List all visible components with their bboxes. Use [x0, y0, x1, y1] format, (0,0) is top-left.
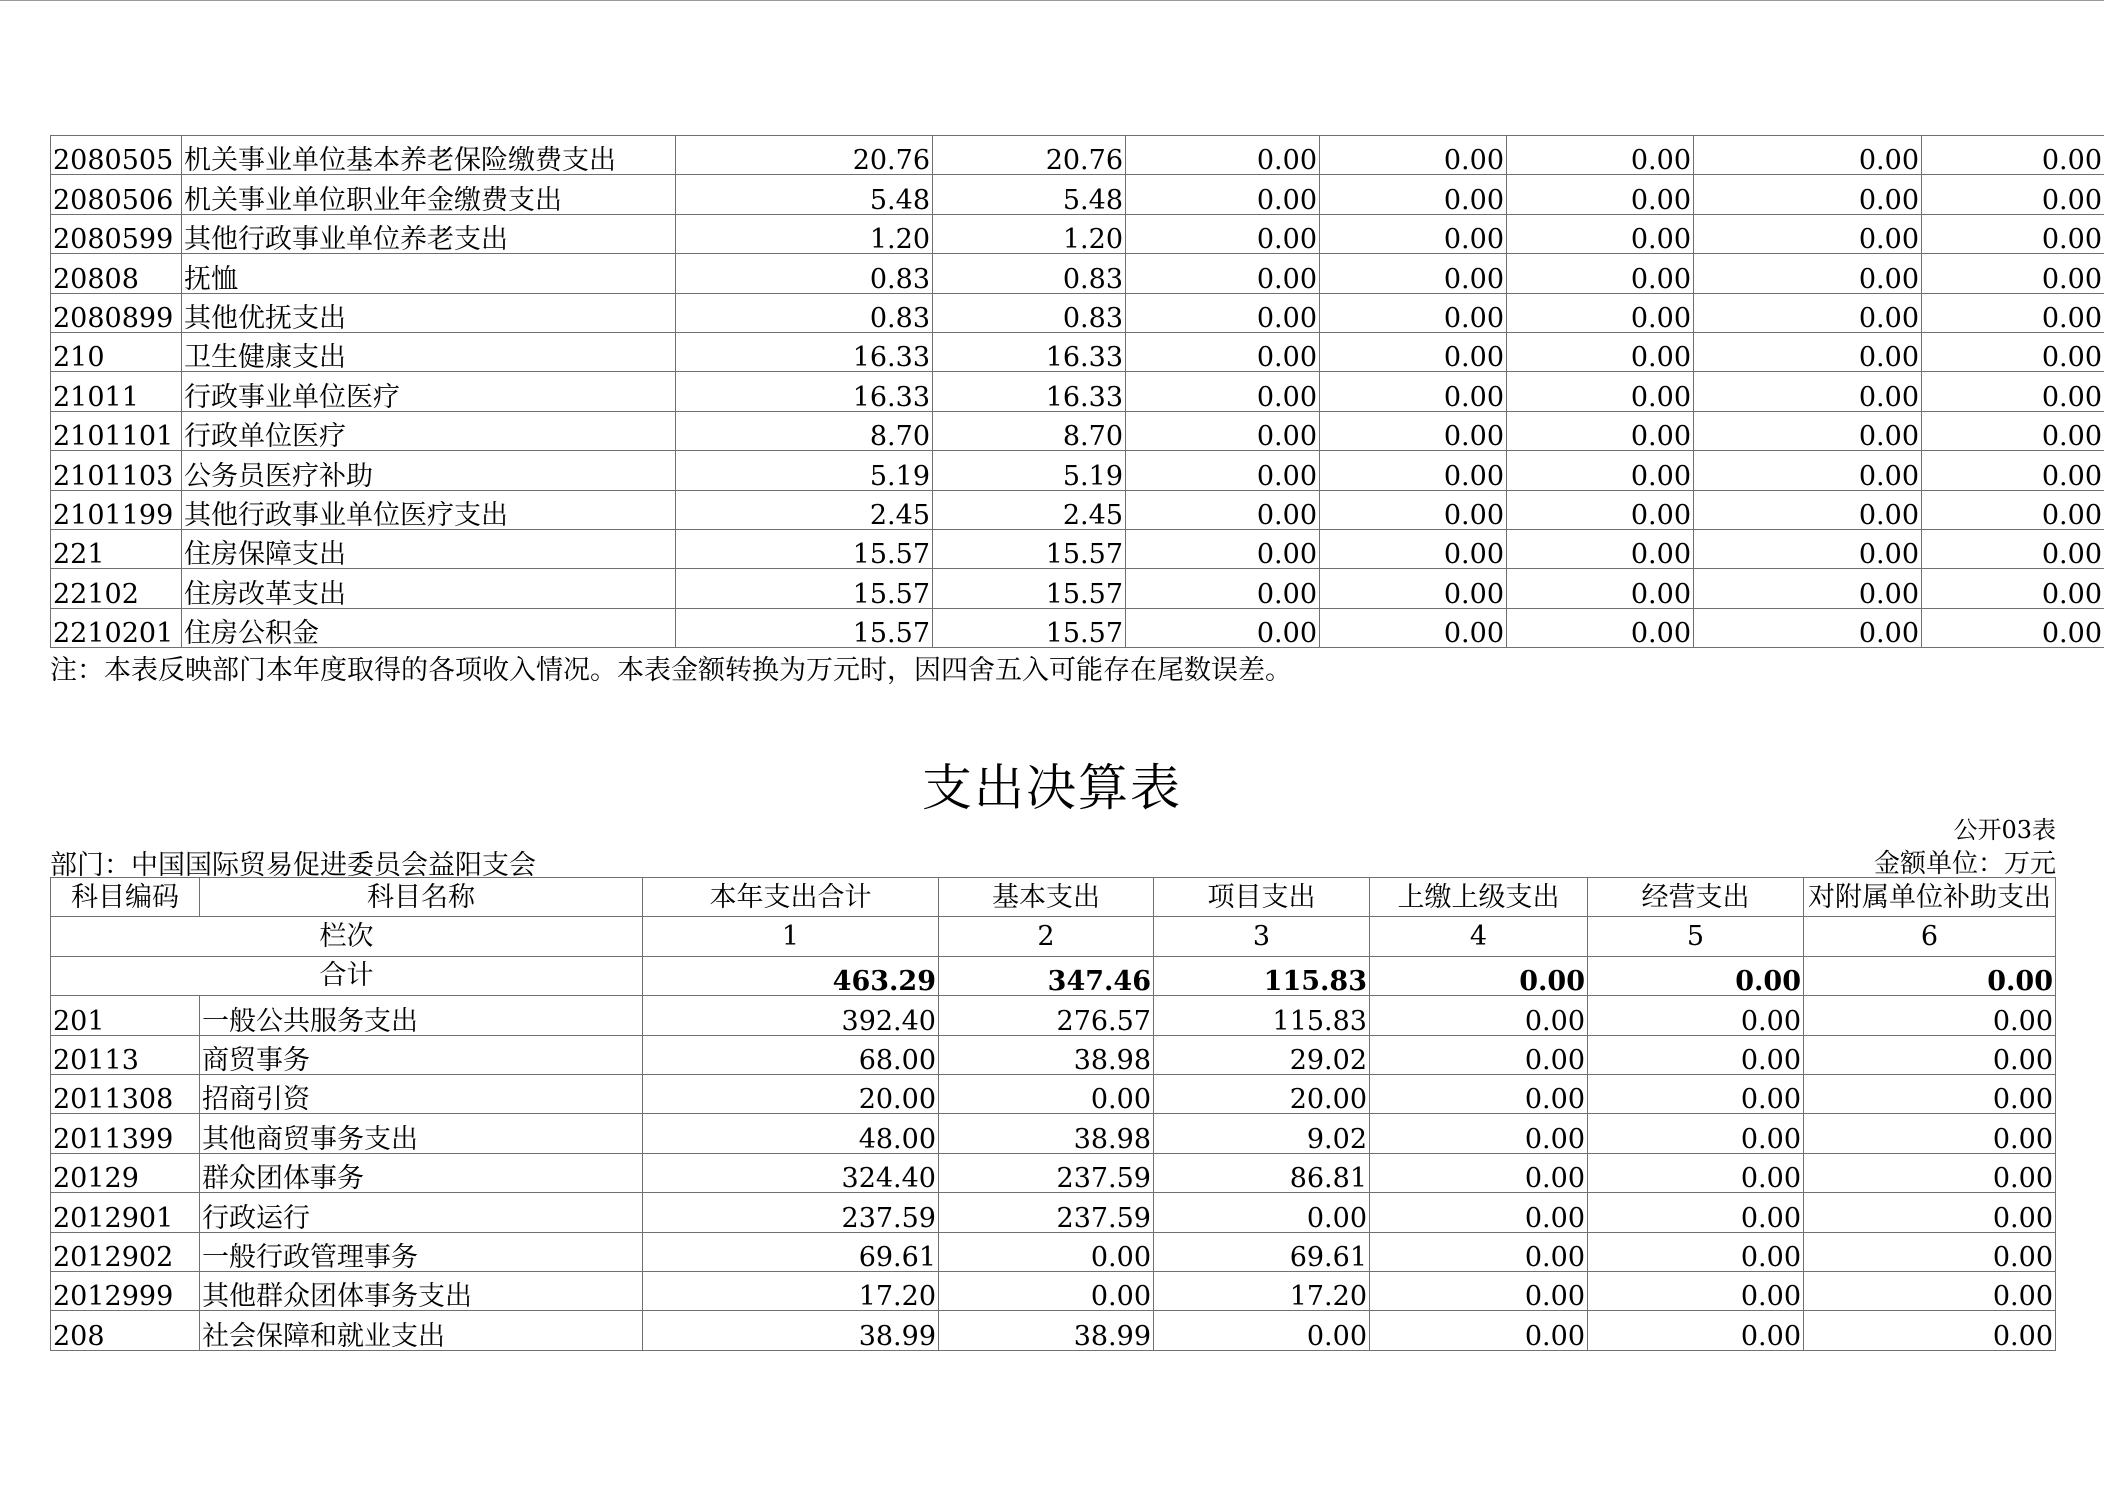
amount-cell: 0.00	[1694, 529, 1922, 568]
amount-cell: 0.00	[1370, 1153, 1588, 1192]
table-row	[51, 1114, 2056, 1153]
amount-cell: 0.00	[1154, 1311, 1370, 1350]
amount-cell: 0.00	[1922, 214, 2104, 253]
amount-cell: 0.00	[1126, 529, 1320, 568]
amount-cell: 0.00	[1320, 214, 1507, 253]
amount-cell: 0.00	[1507, 254, 1694, 293]
amount-cell: 17.20	[643, 1271, 939, 1310]
subject-name: 行政单位医疗	[182, 411, 676, 450]
amount-cell: 2.45	[933, 490, 1126, 529]
amount-cell: 16.33	[676, 332, 933, 371]
amount-cell: 0.00	[1922, 372, 2104, 411]
amount-cell: 5.48	[676, 175, 933, 214]
subject-name: 住房公积金	[182, 608, 676, 647]
amount-cell: 38.99	[939, 1311, 1154, 1350]
amount-cell: 20.00	[643, 1074, 939, 1113]
amount-cell: 0.00	[1922, 451, 2104, 490]
amount-cell: 0.00	[1694, 214, 1922, 253]
table-row	[51, 608, 2104, 647]
amount-cell: 0.00	[1507, 529, 1694, 568]
table-row	[51, 214, 2104, 253]
amount-cell: 0.00	[1922, 175, 2104, 214]
subject-code: 21011	[51, 372, 182, 411]
amount-cell: 0.00	[1588, 1193, 1804, 1232]
subject-name: 其他商贸事务支出	[200, 1114, 643, 1153]
amount-cell: 0.00	[1922, 490, 2104, 529]
amount-cell: 0.00	[1126, 372, 1320, 411]
amount-cell: 0.00	[939, 1232, 1154, 1271]
table-row	[51, 569, 2104, 608]
subject-name: 一般公共服务支出	[200, 996, 643, 1035]
amount-cell: 0.00	[1694, 332, 1922, 371]
amount-cell: 0.00	[1922, 254, 2104, 293]
amount-cell: 237.59	[939, 1153, 1154, 1192]
amount-cell: 0.00	[1507, 136, 1694, 175]
amount-cell: 0.00	[1694, 608, 1922, 647]
amount-cell: 5.48	[933, 175, 1126, 214]
amount-cell: 0.00	[1922, 569, 2104, 608]
subject-code: 221	[51, 529, 182, 568]
amount-cell: 0.00	[1320, 175, 1507, 214]
subject-code: 2080506	[51, 175, 182, 214]
col-num: 5	[1588, 917, 1804, 956]
table-row	[51, 996, 2056, 1035]
expense-colnum-row	[51, 917, 2056, 956]
amount-cell: 0.00	[1507, 332, 1694, 371]
amount-cell: 38.98	[939, 1114, 1154, 1153]
amount-cell: 0.00	[939, 1074, 1154, 1113]
amount-cell: 86.81	[1154, 1153, 1370, 1192]
amount-cell: 0.00	[1126, 608, 1320, 647]
amount-cell: 0.00	[1154, 1193, 1370, 1232]
subject-name: 机关事业单位基本养老保险缴费支出	[182, 136, 676, 175]
amount-cell: 0.00	[1694, 136, 1922, 175]
amount-cell: 0.00	[1126, 569, 1320, 608]
amount-cell: 0.00	[1804, 1311, 2056, 1350]
subject-code: 22102	[51, 569, 182, 608]
table-row	[51, 175, 2104, 214]
col-num: 2	[939, 917, 1154, 956]
amount-cell: 0.00	[1126, 293, 1320, 332]
amount-cell: 0.00	[1588, 1271, 1804, 1310]
amount-cell: 0.00	[1507, 372, 1694, 411]
amount-cell: 0.00	[1126, 175, 1320, 214]
amount-cell: 0.00	[1320, 293, 1507, 332]
table-row	[51, 1074, 2056, 1113]
subject-code: 2101199	[51, 490, 182, 529]
amount-cell: 0.00	[1694, 293, 1922, 332]
amount-cell: 69.61	[1154, 1232, 1370, 1271]
amount-cell: 8.70	[676, 411, 933, 450]
table-row	[51, 1232, 2056, 1271]
subject-name: 其他行政事业单位医疗支出	[182, 490, 676, 529]
subject-code: 2011308	[51, 1074, 200, 1113]
amount-cell: 0.00	[1804, 1153, 2056, 1192]
amount-cell: 1.20	[676, 214, 933, 253]
amount-cell: 0.00	[1320, 372, 1507, 411]
col-label: 栏次	[51, 917, 643, 956]
amount-cell: 0.00	[1694, 411, 1922, 450]
amount-cell: 38.98	[939, 1035, 1154, 1074]
amount-cell: 0.00	[1320, 254, 1507, 293]
subject-code: 2012901	[51, 1193, 200, 1232]
amount-cell: 0.00	[1507, 411, 1694, 450]
subject-code: 208	[51, 1311, 200, 1350]
header-project: 项目支出	[1154, 878, 1370, 917]
total-value: 0.00	[1588, 956, 1804, 995]
subject-name: 其他优抚支出	[182, 293, 676, 332]
header-basic: 基本支出	[939, 878, 1154, 917]
header-subsidy: 对附属单位补助支出	[1804, 878, 2056, 917]
amount-cell: 392.40	[643, 996, 939, 1035]
amount-cell: 0.00	[1804, 1074, 2056, 1113]
amount-cell: 0.00	[1804, 1193, 2056, 1232]
amount-cell: 0.00	[1922, 293, 2104, 332]
amount-cell: 0.00	[1370, 1271, 1588, 1310]
amount-cell: 38.99	[643, 1311, 939, 1350]
amount-cell: 237.59	[939, 1193, 1154, 1232]
amount-cell: 0.00	[1370, 1311, 1588, 1350]
amount-cell: 0.00	[1804, 1232, 2056, 1271]
amount-cell: 16.33	[933, 372, 1126, 411]
subject-code: 20113	[51, 1035, 200, 1074]
subject-name: 群众团体事务	[200, 1153, 643, 1192]
amount-cell: 20.00	[1154, 1074, 1370, 1113]
amount-cell: 0.00	[1922, 529, 2104, 568]
amount-cell: 16.33	[676, 372, 933, 411]
page-top-border	[0, 0, 2104, 1]
amount-cell: 0.83	[933, 254, 1126, 293]
amount-cell: 0.00	[1320, 569, 1507, 608]
subject-code: 20808	[51, 254, 182, 293]
table-row	[51, 1035, 2056, 1074]
amount-unit-label: 金额单位：万元	[1873, 849, 2056, 879]
subject-name: 商贸事务	[200, 1035, 643, 1074]
amount-cell: 0.00	[1922, 332, 2104, 371]
amount-cell: 0.00	[1804, 996, 2056, 1035]
subject-name: 行政运行	[200, 1193, 643, 1232]
amount-cell: 0.00	[1126, 411, 1320, 450]
amount-cell: 0.00	[1126, 332, 1320, 371]
amount-cell: 0.00	[1370, 1114, 1588, 1153]
amount-cell: 15.57	[676, 529, 933, 568]
subject-code: 20129	[51, 1153, 200, 1192]
amount-cell: 0.00	[1126, 214, 1320, 253]
table-row	[51, 293, 2104, 332]
amount-cell: 115.83	[1154, 996, 1370, 1035]
header-total: 本年支出合计	[643, 878, 939, 917]
amount-cell: 68.00	[643, 1035, 939, 1074]
amount-cell: 17.20	[1154, 1271, 1370, 1310]
table-row	[51, 372, 2104, 411]
amount-cell: 0.00	[1804, 1035, 2056, 1074]
col-num: 3	[1154, 917, 1370, 956]
form-number: 公开03表	[1953, 816, 2056, 844]
amount-cell: 276.57	[939, 996, 1154, 1035]
amount-cell: 0.83	[676, 293, 933, 332]
subject-code: 2210201	[51, 608, 182, 647]
amount-cell: 0.00	[1588, 996, 1804, 1035]
amount-cell: 0.00	[1320, 490, 1507, 529]
amount-cell: 0.00	[1507, 175, 1694, 214]
subject-code: 2101101	[51, 411, 182, 450]
amount-cell: 0.00	[1126, 490, 1320, 529]
amount-cell: 0.00	[1694, 175, 1922, 214]
amount-cell: 0.00	[1507, 293, 1694, 332]
amount-cell: 0.00	[1694, 451, 1922, 490]
subject-code: 2080899	[51, 293, 182, 332]
amount-cell: 0.00	[1507, 569, 1694, 608]
table-row	[51, 411, 2104, 450]
amount-cell: 20.76	[676, 136, 933, 175]
amount-cell: 0.00	[1320, 608, 1507, 647]
amount-cell: 15.57	[933, 569, 1126, 608]
department-label: 部门：中国国际贸易促进委员会益阳支会	[50, 850, 536, 881]
subject-name: 社会保障和就业支出	[200, 1311, 643, 1350]
amount-cell: 0.00	[1507, 451, 1694, 490]
amount-cell: 0.00	[1320, 451, 1507, 490]
table-row	[51, 451, 2104, 490]
amount-cell: 29.02	[1154, 1035, 1370, 1074]
amount-cell: 0.00	[1694, 490, 1922, 529]
amount-cell: 69.61	[643, 1232, 939, 1271]
amount-cell: 0.83	[676, 254, 933, 293]
subject-name: 公务员医疗补助	[182, 451, 676, 490]
amount-cell: 20.76	[933, 136, 1126, 175]
amount-cell: 0.83	[933, 293, 1126, 332]
subject-code: 2011399	[51, 1114, 200, 1153]
amount-cell: 0.00	[1804, 1114, 2056, 1153]
page-title: 支出决算表	[922, 759, 1182, 817]
total-value: 463.29	[643, 956, 939, 995]
table-row	[51, 1311, 2056, 1350]
subject-name: 其他群众团体事务支出	[200, 1271, 643, 1310]
header-code: 科目编码	[51, 878, 200, 917]
amount-cell: 15.57	[933, 529, 1126, 568]
subject-code: 210	[51, 332, 182, 371]
amount-cell: 0.00	[1370, 1074, 1588, 1113]
subject-name: 住房保障支出	[182, 529, 676, 568]
amount-cell: 0.00	[1507, 608, 1694, 647]
amount-cell: 0.00	[1370, 996, 1588, 1035]
amount-cell: 0.00	[1320, 529, 1507, 568]
table-row	[51, 254, 2104, 293]
total-value: 347.46	[939, 956, 1154, 995]
amount-cell: 15.57	[676, 569, 933, 608]
amount-cell: 0.00	[939, 1271, 1154, 1310]
income-table-body	[51, 136, 2104, 648]
amount-cell: 0.00	[1694, 254, 1922, 293]
amount-cell: 0.00	[1507, 214, 1694, 253]
subject-name: 一般行政管理事务	[200, 1232, 643, 1271]
subject-name: 行政事业单位医疗	[182, 372, 676, 411]
subject-code: 2080599	[51, 214, 182, 253]
amount-cell: 0.00	[1588, 1311, 1804, 1350]
amount-cell: 48.00	[643, 1114, 939, 1153]
amount-cell: 1.20	[933, 214, 1126, 253]
amount-cell: 5.19	[676, 451, 933, 490]
expense-header-row	[51, 878, 2056, 917]
col-num: 4	[1370, 917, 1588, 956]
amount-cell: 9.02	[1154, 1114, 1370, 1153]
amount-cell: 0.00	[1507, 490, 1694, 529]
total-value: 115.83	[1154, 956, 1370, 995]
amount-cell: 0.00	[1922, 136, 2104, 175]
amount-cell: 0.00	[1320, 332, 1507, 371]
amount-cell: 0.00	[1320, 136, 1507, 175]
table-row	[51, 136, 2104, 175]
subject-name: 其他行政事业单位养老支出	[182, 214, 676, 253]
table-row	[51, 490, 2104, 529]
amount-cell: 8.70	[933, 411, 1126, 450]
amount-cell: 0.00	[1694, 569, 1922, 608]
amount-cell: 0.00	[1694, 372, 1922, 411]
income-table	[50, 135, 2104, 648]
subject-name: 机关事业单位职业年金缴费支出	[182, 175, 676, 214]
amount-cell: 15.57	[933, 608, 1126, 647]
amount-cell: 16.33	[933, 332, 1126, 371]
amount-cell: 0.00	[1126, 451, 1320, 490]
table-row	[51, 332, 2104, 371]
amount-cell: 0.00	[1126, 254, 1320, 293]
amount-cell: 237.59	[643, 1193, 939, 1232]
amount-cell: 0.00	[1588, 1232, 1804, 1271]
expense-table-body	[51, 878, 2056, 1351]
amount-cell: 0.00	[1922, 608, 2104, 647]
income-table-note: 注：本表反映部门本年度取得的各项收入情况。本表金额转换为万元时，因四舍五入可能存在尾数误差。	[50, 655, 1292, 686]
amount-cell: 2.45	[676, 490, 933, 529]
subject-name: 抚恤	[182, 254, 676, 293]
subject-code: 2012999	[51, 1271, 200, 1310]
col-num: 6	[1804, 917, 2056, 956]
amount-cell: 15.57	[676, 608, 933, 647]
subject-code: 201	[51, 996, 200, 1035]
amount-cell: 0.00	[1588, 1035, 1804, 1074]
amount-cell: 0.00	[1588, 1114, 1804, 1153]
amount-cell: 0.00	[1126, 136, 1320, 175]
amount-cell: 0.00	[1320, 411, 1507, 450]
subject-name: 卫生健康支出	[182, 332, 676, 371]
amount-cell: 5.19	[933, 451, 1126, 490]
total-label: 合计	[51, 956, 643, 995]
header-business: 经营支出	[1588, 878, 1804, 917]
expense-table	[50, 877, 2056, 1351]
amount-cell: 0.00	[1370, 1193, 1588, 1232]
header-upper: 上缴上级支出	[1370, 878, 1588, 917]
table-row	[51, 1271, 2056, 1310]
subject-code: 2101103	[51, 451, 182, 490]
total-value: 0.00	[1804, 956, 2056, 995]
subject-name: 招商引资	[200, 1074, 643, 1113]
subject-name: 住房改革支出	[182, 569, 676, 608]
total-value: 0.00	[1370, 956, 1588, 995]
subject-code: 2012902	[51, 1232, 200, 1271]
header-name: 科目名称	[200, 878, 643, 917]
subject-code: 2080505	[51, 136, 182, 175]
amount-cell: 0.00	[1804, 1271, 2056, 1310]
table-row	[51, 529, 2104, 568]
amount-cell: 0.00	[1588, 1074, 1804, 1113]
table-row	[51, 1153, 2056, 1192]
table-row	[51, 1193, 2056, 1232]
amount-cell: 0.00	[1588, 1153, 1804, 1192]
amount-cell: 0.00	[1370, 1035, 1588, 1074]
amount-cell: 0.00	[1370, 1232, 1588, 1271]
expense-total-row	[51, 956, 2056, 995]
col-num: 1	[643, 917, 939, 956]
amount-cell: 324.40	[643, 1153, 939, 1192]
amount-cell: 0.00	[1922, 411, 2104, 450]
